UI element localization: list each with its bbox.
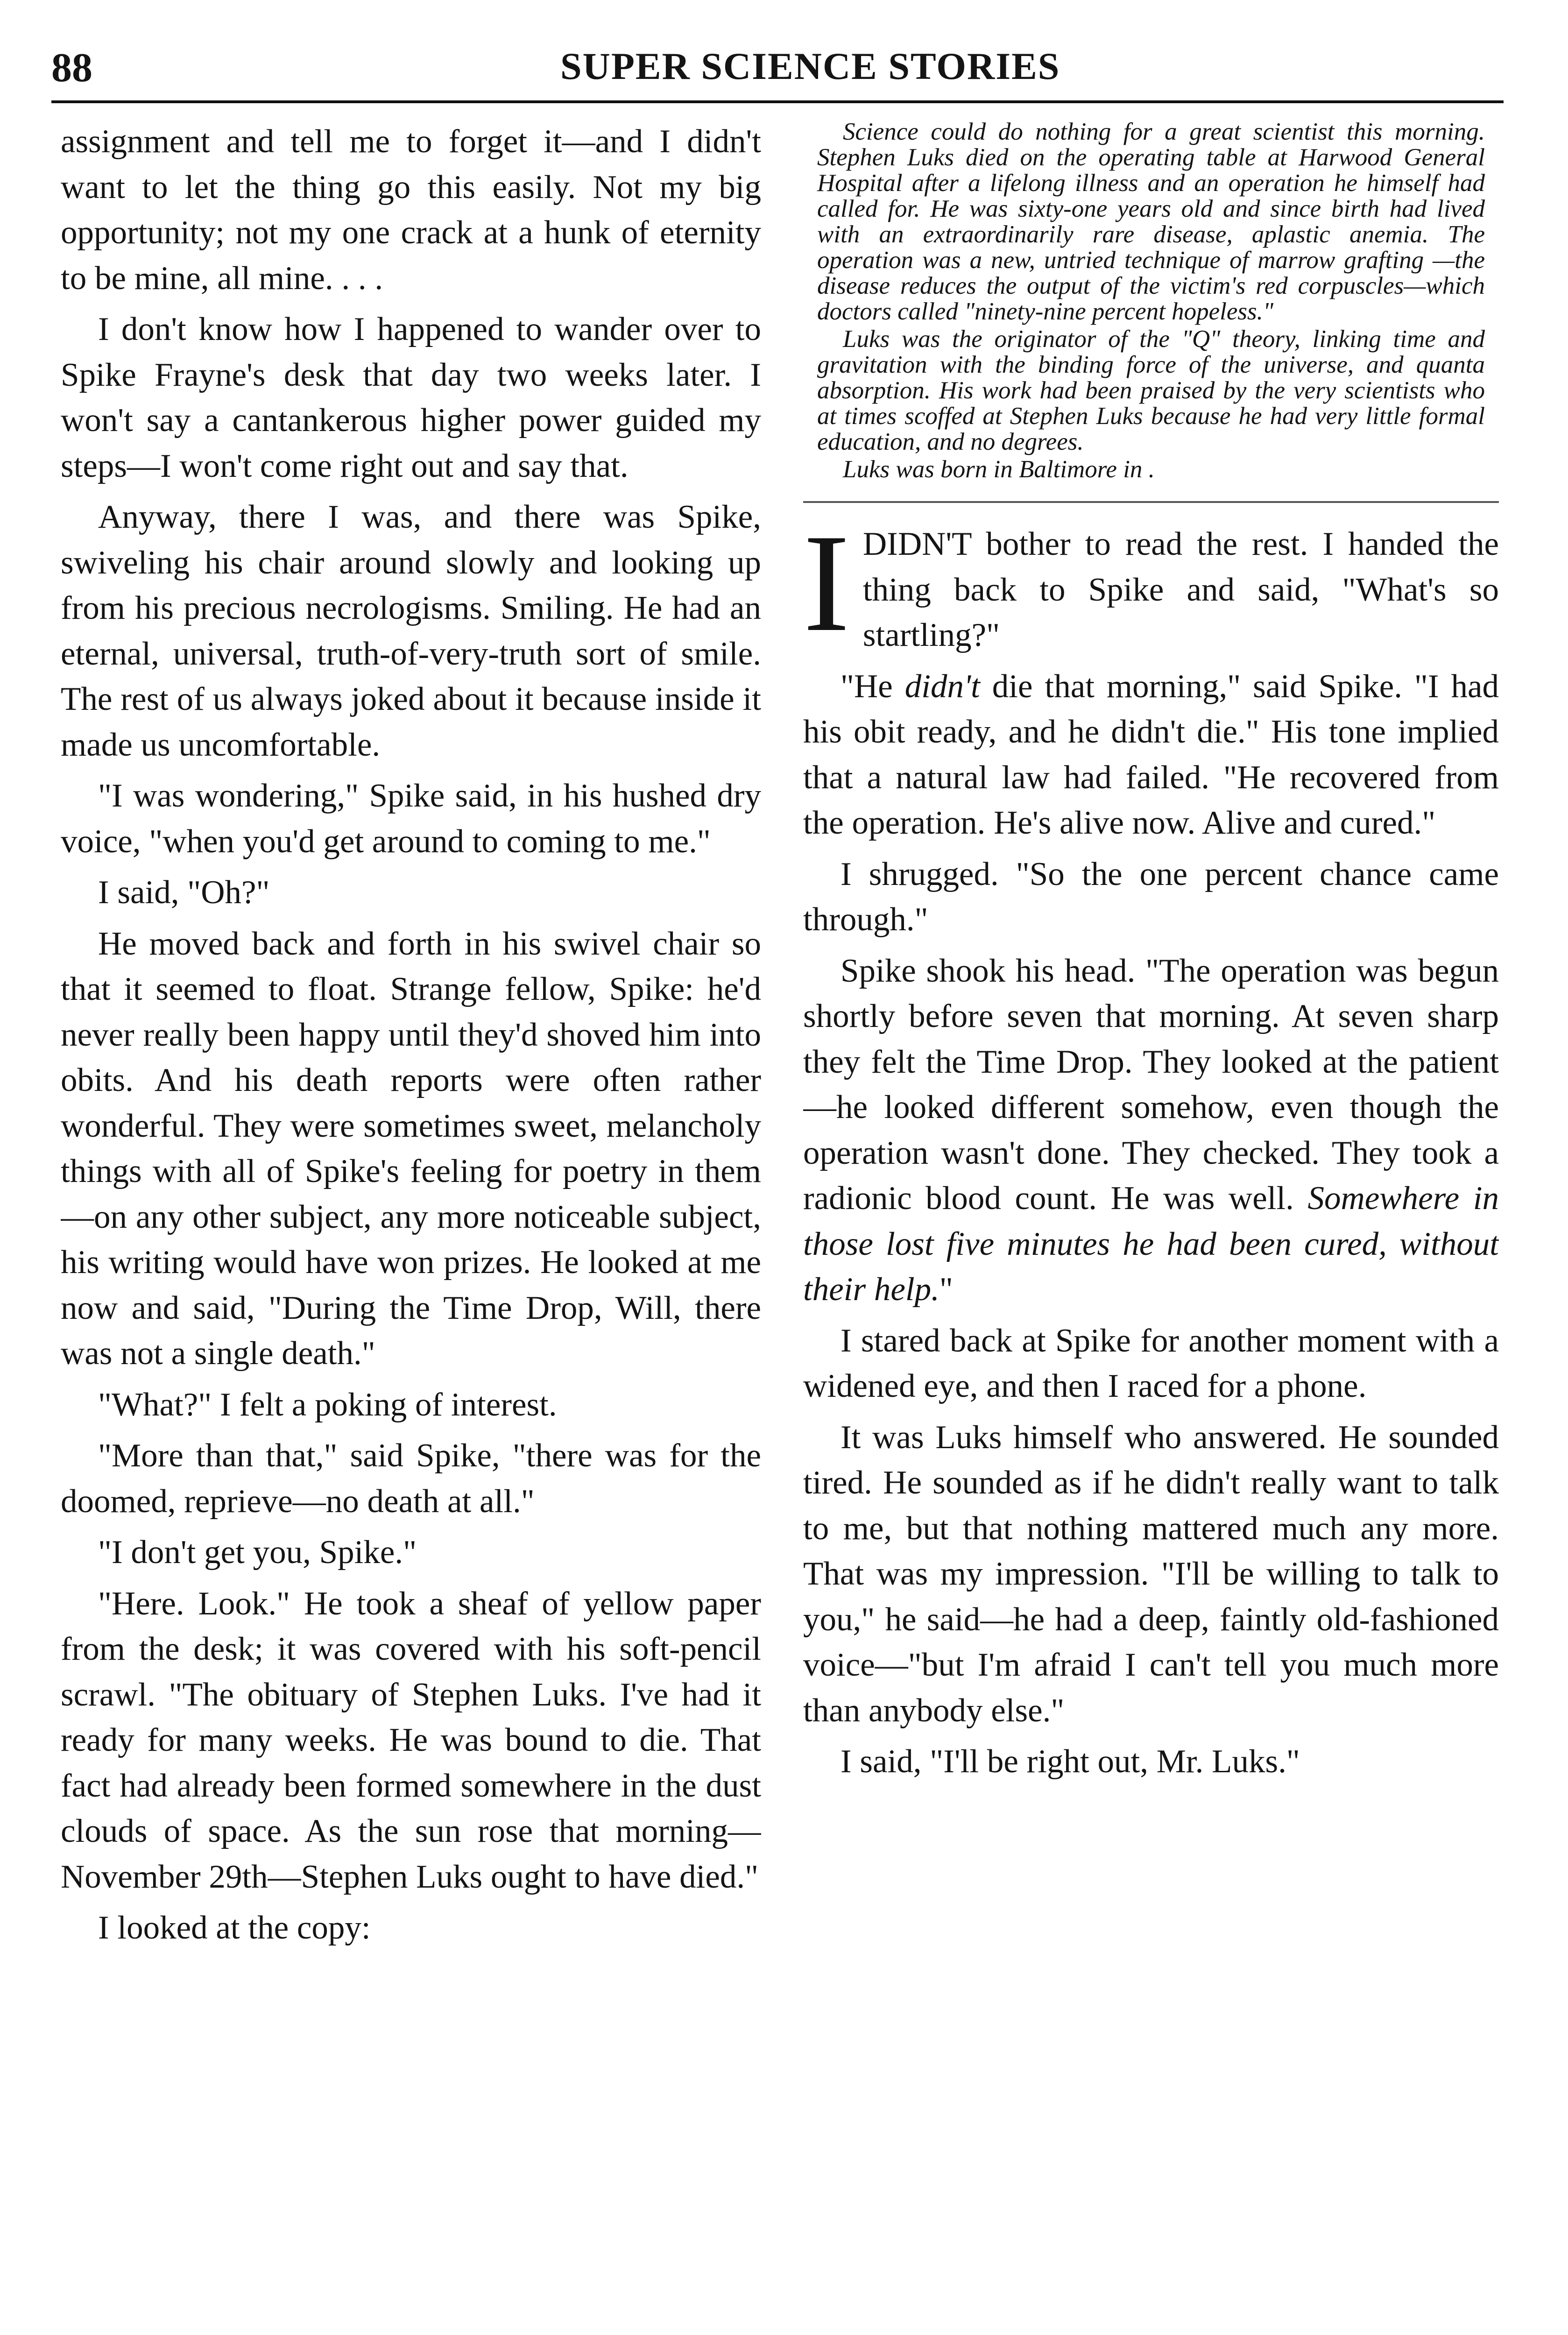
paragraph: I stared back at Spike for another moment with a widened eye, and then I raced for a phone. xyxy=(803,1322,1499,1404)
dropcap-paragraph-text: DIDN'T bother to read the rest. I handed the thing back to Spike and said, "What's so startling?" xyxy=(862,526,1499,653)
text-run: "He xyxy=(841,668,905,705)
paragraph: It was Luks himself who answered. He sounded tired. He sounded as if he didn't really want to talk to me, but that nothing mattered much any more. That was my impression. "I'll be willing to talk to you," he said—he had a deep, faintly old-fashioned voice—"but I'm afraid I can't tell you much more than anybody else." xyxy=(803,1419,1499,1729)
paragraph: I said, "Oh?" xyxy=(98,874,270,911)
paragraph: I shrugged. "So the one percent chance came through." xyxy=(803,856,1499,938)
right-column xyxy=(803,119,1499,2335)
paragraph: I said, "I'll be right out, Mr. Luks." xyxy=(841,1743,1300,1780)
paragraph: "What?" I felt a poking of interest. xyxy=(98,1386,557,1423)
paragraph xyxy=(803,948,1499,1313)
page-header xyxy=(51,44,1504,103)
inset-paragraph: Science could do nothing for a great scientist this morning. Stephen Luks died on the operating table at Harwood General Hospital after a lifelong illness and an operation he himself had called for. He was sixty-one years old and since birth had lived with an extraordinarily rare disease, aplastic anemia. The operation was a new, untried technique of marrow grafting —the disease reduces the output of the victim's red corpuscles—which doctors called "ninety-nine percent hopeless." xyxy=(817,119,1485,325)
drop-cap: I xyxy=(803,505,850,660)
paragraph: I don't know how I happened to wander over to Spike Frayne's desk that day two weeks later. I won't say a cantankerous higher power guided my steps—I won't come right out and say that. xyxy=(61,311,761,484)
text-run: Spike shook his head. "The operation was begun shortly before seven that morning. At seven sharp they felt the Time Drop. They looked at the patient—he looked different somehow, even though the operation wasn't done. They checked. They took a radionic blood count. He was well. xyxy=(803,952,1499,1217)
section-divider xyxy=(803,501,1499,503)
inset-paragraph: Luks was born in Baltimore in . xyxy=(843,456,1155,483)
paragraph: Anyway, there I was, and there was Spike, swiveling his chair around slowly and looking up from his precious necrologisms. Smiling. He had an eternal, universal, truth-of-very-truth sort of smile. The rest of us always joked about it because inside it made us uncomfortable. xyxy=(61,499,761,763)
running-title: SUPER SCIENCE STORIES xyxy=(560,45,1060,87)
italic-text: Somewhere in those lost five minutes he had been cured, without their help. xyxy=(803,1180,1499,1308)
paragraph: He moved back and forth in his swivel chair so that it seemed to float. Strange fellow, Spike: he'd never really been happy until they'd shoved him into obits. And his death reports were often rather wonderful. They were sometimes sweet, melancholy things with all of Spike's feeling for poetry in them—on any other subject, any more noticeable subject, his writing would have won prizes. He looked at me now and said, "During the Time Drop, Will, there was not a single death." xyxy=(61,925,761,1372)
paragraph: I looked at the copy: xyxy=(98,1910,371,1946)
obituary-inset xyxy=(817,119,1485,482)
text-run: die that morning," said Spike. "I had his obit ready, and he didn't die." His tone implied that a natural law had failed. "He recovered from the operation. He's alive now. Alive and cured." xyxy=(803,668,1499,841)
paragraph: "Here. Look." He took a sheaf of yellow paper from the desk; it was covered with his soft-pencil scrawl. "The obituary of Stephen Luks. I've had it ready for many weeks. He was bound to die. That fact had already been formed somewhere in the dust clouds of space. As the sun rose that morning—November 29th—Stephen Luks ought to have died." xyxy=(61,1585,761,1895)
paragraph xyxy=(803,664,1499,846)
paragraph: assignment and tell me to forget it—and I didn't want to let the thing go this easily. Not my big opportunity; not my one crack at a hunk of eternity to be mine, all mine. . . . xyxy=(61,123,761,297)
italic-text: didn't xyxy=(904,668,980,705)
paragraph: "More than that," said Spike, "there was for the doomed, reprieve—no death at all." xyxy=(61,1437,761,1520)
left-column xyxy=(61,119,761,2335)
paragraph: "I was wondering," Spike said, in his hushed dry voice, "when you'd get around to coming to me." xyxy=(61,778,761,860)
page-number: 88 xyxy=(51,45,92,91)
paragraph: "I don't get you, Spike." xyxy=(98,1534,417,1571)
text-run: " xyxy=(939,1271,953,1308)
dropcap-paragraph xyxy=(803,505,1499,660)
inset-paragraph: Luks was the originator of the "Q" theory, linking time and gravitation with the binding force of the universe, and quanta absorption. His work had been praised by the very scientists who at times scoffed at Stephen Luks because he had very little formal education, and no degrees. xyxy=(817,325,1485,455)
